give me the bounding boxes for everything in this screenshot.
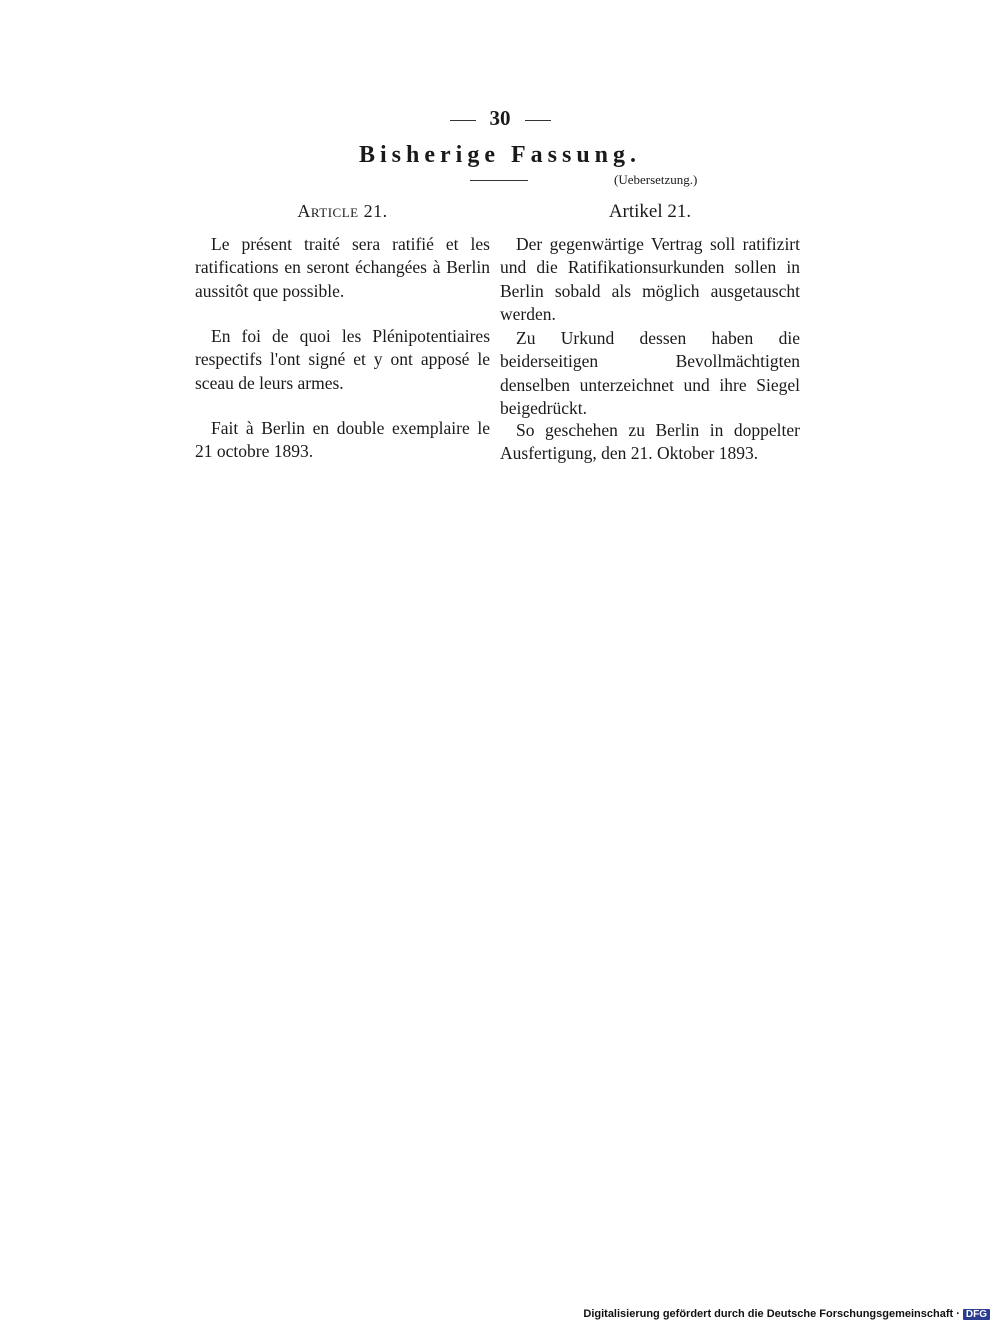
french-article-heading: Article 21. [297,201,388,221]
french-paragraph-signature: En foi de quoi les Plénipotentiaires respectifs l'ont signé et y ont apposé le sceau de leurs armes. [195,325,490,393]
dfg-logo-icon: DFG [963,1309,990,1320]
digitization-credit [583,1308,990,1320]
page-number [0,106,1000,131]
german-paragraph-ratification: Der gegenwärtige Vertrag soll ratifizirt und die Ratifikationsurkunden sollen in Berlin sobald als möglich ausgetauscht werden. [500,233,800,324]
french-paragraph-ratification: Le présent traité sera ratifié et les ratifications en seront échangées à Berlin aussitôt que possible. [195,233,490,301]
german-column [500,200,800,466]
german-paragraph-signature: Zu Urkund dessen haben die beiderseitigen Bevollmächtigten denselben unterzeichnet und ihre Siegel beigedrückt. [500,327,800,418]
title-divider [470,180,528,181]
french-column [195,200,490,464]
translation-note: (Uebersetzung.) [614,172,698,187]
section-title: Bisherige Fassung. [358,142,642,168]
german-article-heading: Artikel 21. [608,201,692,222]
page-number-text: 30 [489,106,511,130]
german-paragraph-date: So geschehen zu Berlin in doppelter Ausfertigung, den 21. Oktober 1893. [500,419,800,463]
french-paragraph-date: Fait à Berlin en double exemplaire le 21 octobre 1893. [195,417,490,461]
page-number-dash-right [525,120,551,121]
page-number-dash-left [450,120,476,121]
credit-text: Digitalisierung gefördert durch die Deutsche Forschungsgemeinschaft · [583,1308,960,1320]
